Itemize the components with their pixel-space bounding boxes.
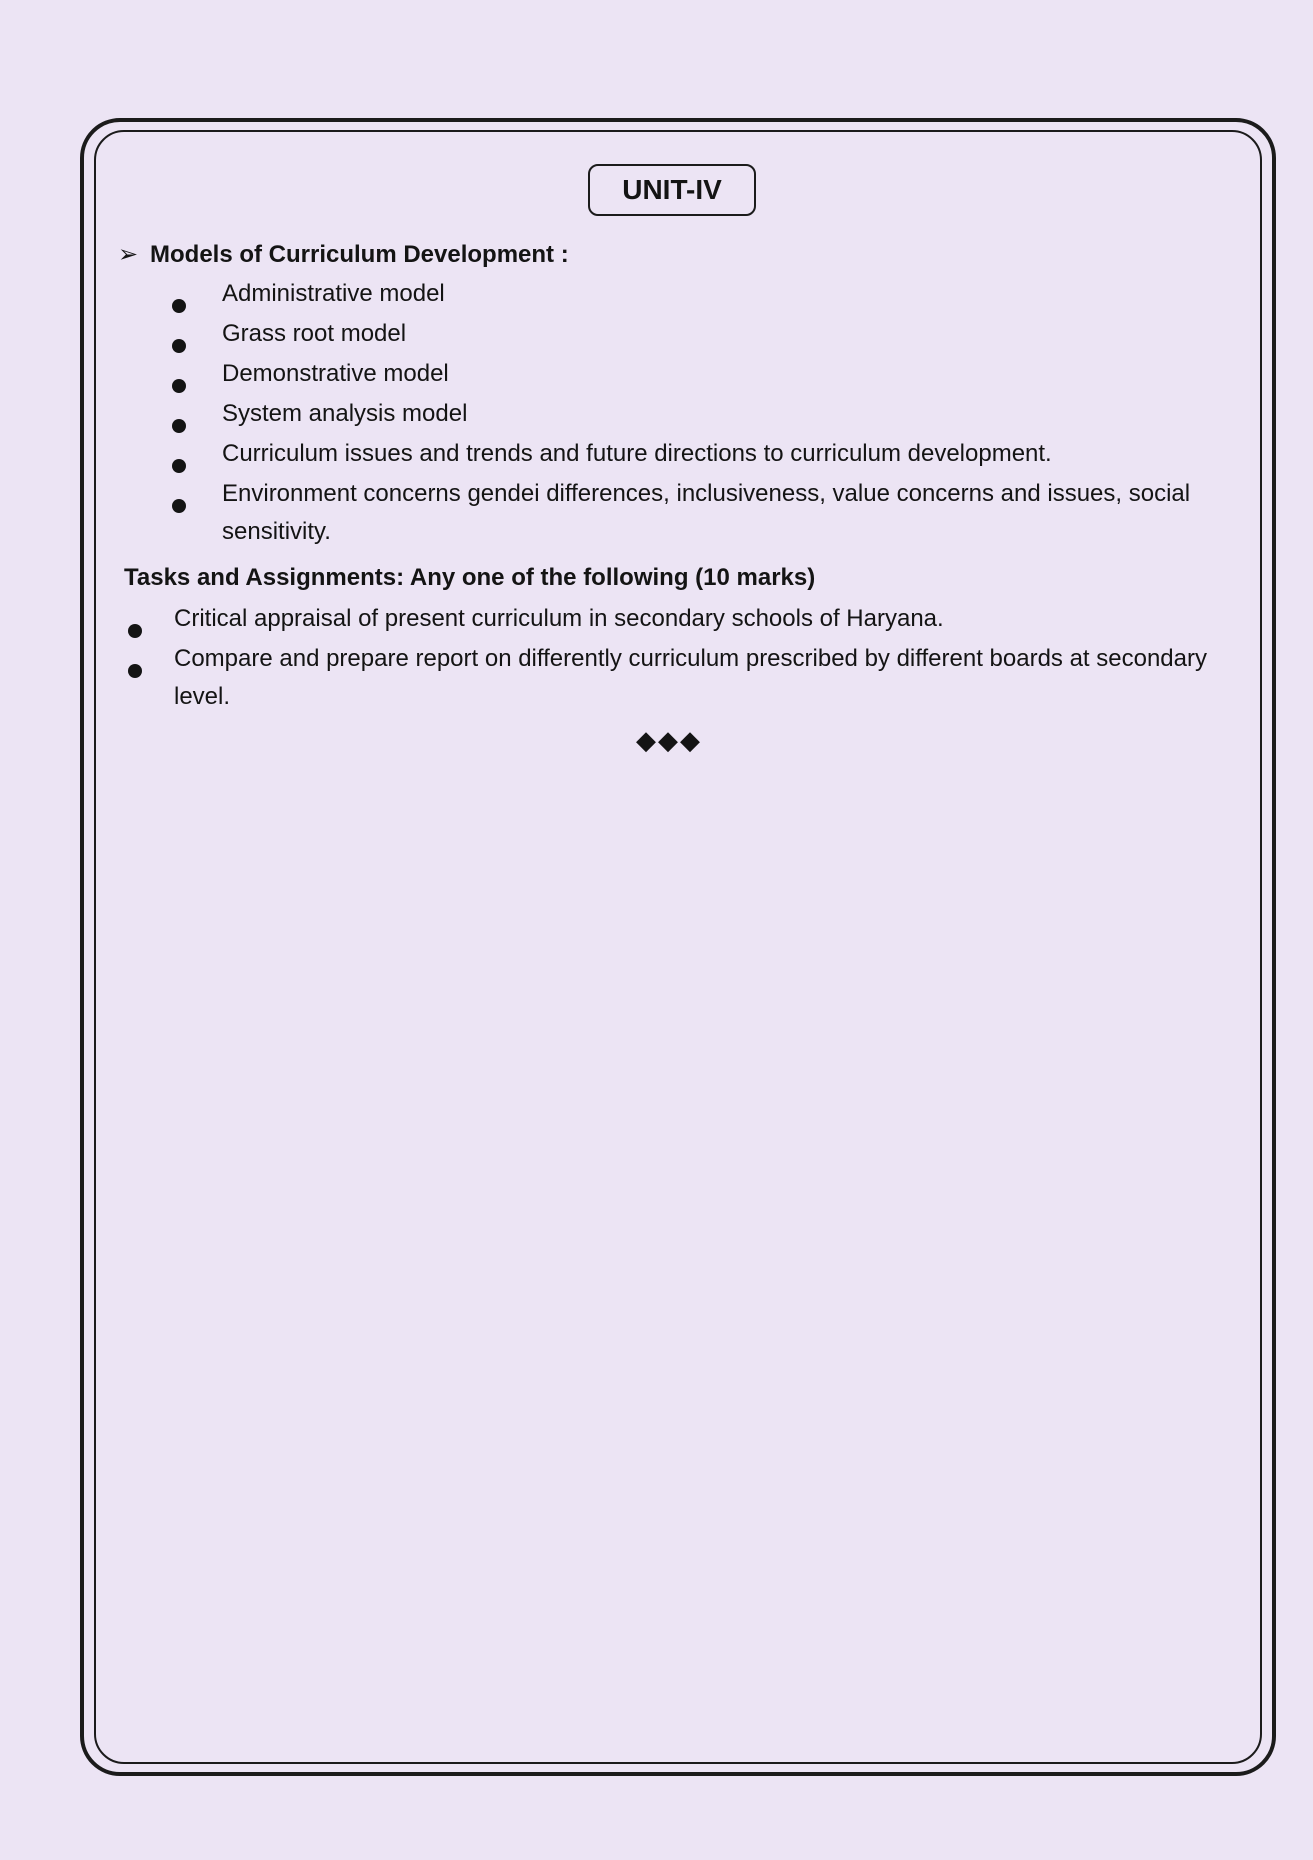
models-heading: Models of Curriculum Development :: [150, 241, 569, 268]
bullet-icon: [172, 299, 186, 313]
tasks-heading: Tasks and Assignments: Any one of the following (10 marks): [124, 564, 816, 591]
list-item: Administrative model: [222, 280, 445, 307]
diamonds-icon: ◆◆◆: [636, 725, 702, 755]
list-item: Environment concerns gendei differences, inclusiveness, value concerns and issues, social sensitivity.: [222, 480, 1191, 545]
list-item: Demonstrative model: [222, 360, 449, 387]
unit-title: UNIT-IV: [588, 164, 756, 216]
list-item: System analysis model: [222, 400, 468, 427]
bullet-icon: [172, 419, 186, 433]
arrow-right-icon: ➢: [118, 241, 139, 268]
bullet-icon: [128, 624, 142, 638]
bullet-icon: [172, 339, 186, 353]
models-heading-row: [118, 240, 569, 270]
bullet-icon: [172, 379, 186, 393]
bullet-icon: [128, 664, 142, 678]
list-item: Grass root model: [222, 320, 407, 347]
list-item: Critical appraisal of present curriculum in secondary schools of Haryana.: [174, 605, 944, 632]
bullet-icon: [172, 499, 186, 513]
bullet-icon: [172, 459, 186, 473]
list-item: Curriculum issues and trends and future directions to curriculum development.: [222, 440, 1052, 467]
list-item: Compare and prepare report on differently curriculum prescribed by different boards at secondary level.: [174, 645, 1207, 710]
